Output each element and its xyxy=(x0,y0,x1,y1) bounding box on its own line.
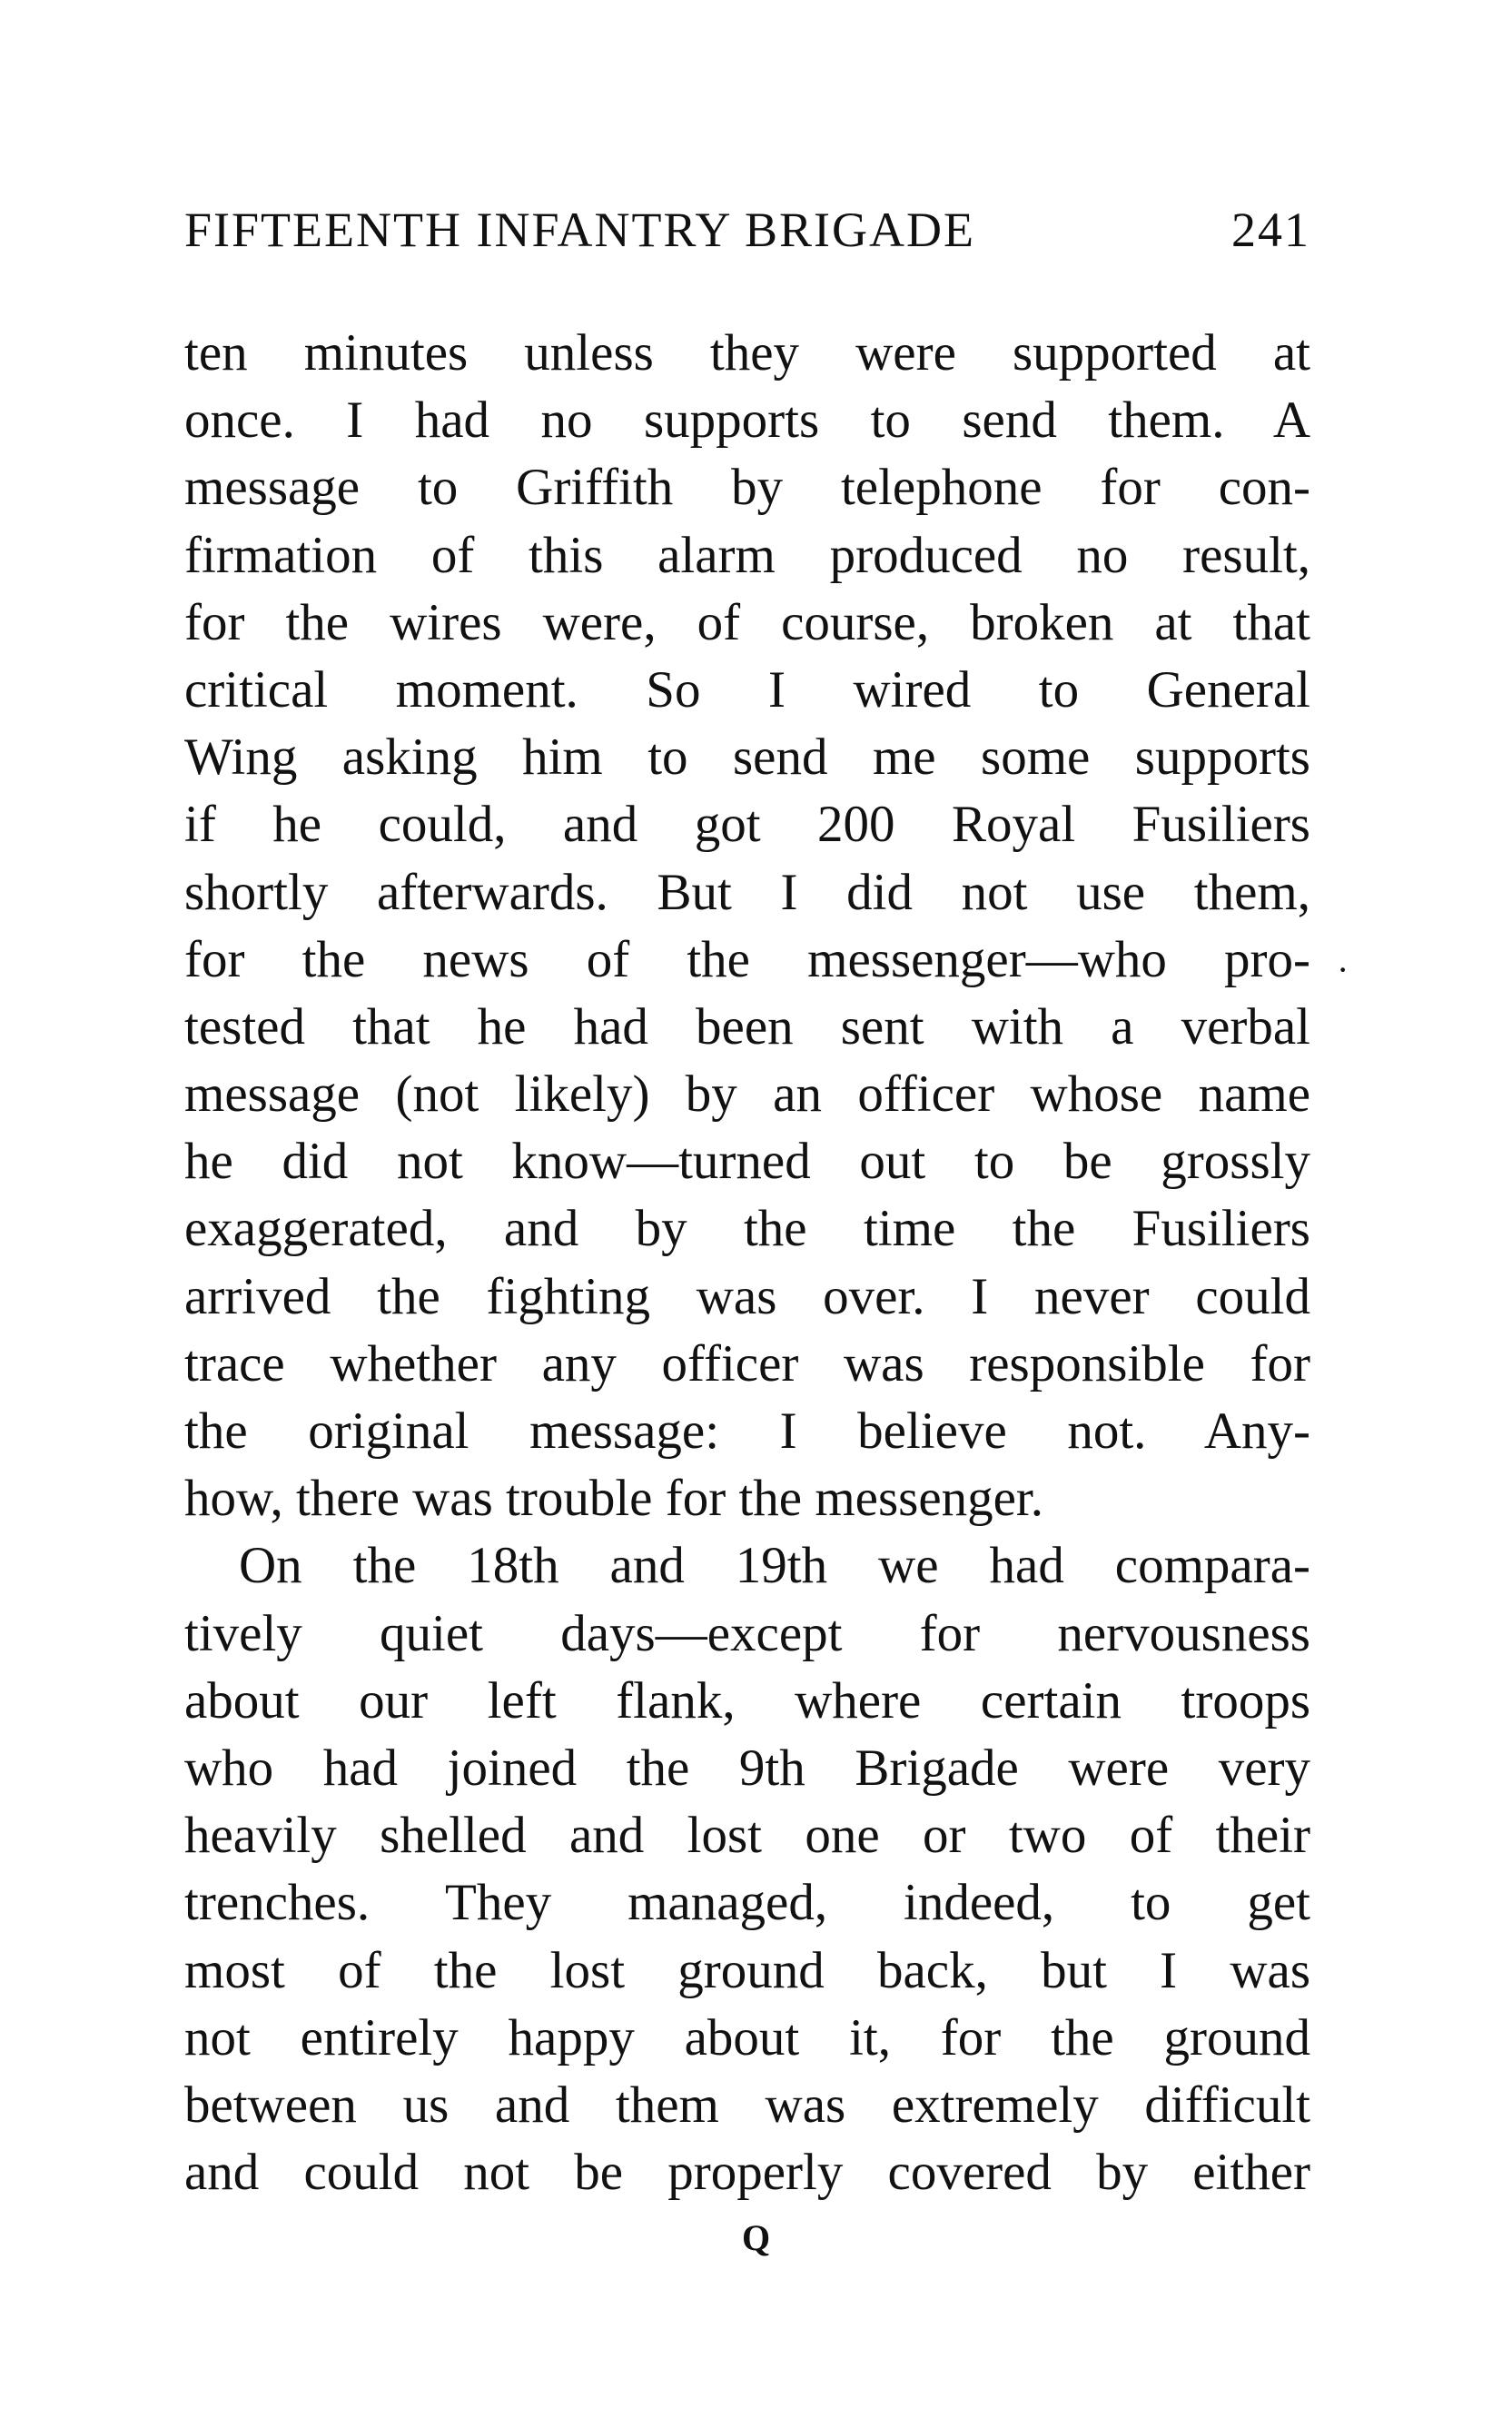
page-number: 241 xyxy=(1231,203,1310,257)
text-line: tested that he had been sent with a verbal xyxy=(184,997,1310,1055)
text-line: for the news of the messenger—who pro- xyxy=(184,930,1310,988)
paragraph-end-line: how, there was trouble for the messenger. xyxy=(184,1470,1044,1528)
body-text xyxy=(184,320,1310,2206)
running-head xyxy=(184,202,1310,274)
text-line: who had joined the 9th Brigade were very xyxy=(184,1739,1310,1797)
text-line: not entirely happy about it, for the ground xyxy=(184,2008,1310,2066)
text-line: arrived the fighting was over. I never could xyxy=(184,1267,1310,1325)
running-title: FIFTEENTH INFANTRY BRIGADE xyxy=(184,203,975,257)
margin-mark: · xyxy=(1337,949,1349,990)
text-line: trace whether any officer was responsible for xyxy=(184,1334,1310,1392)
text-line: the original message: I believe not. Any- xyxy=(184,1402,1310,1460)
text-line: if he could, and got 200 Royal Fusiliers xyxy=(184,796,1310,854)
text-line: he did not know—turned out to be grossly xyxy=(184,1133,1310,1191)
text-line: ten minutes unless they were supported at xyxy=(184,324,1310,382)
text-line: critical moment. So I wired to General xyxy=(184,660,1310,718)
text-line: most of the lost ground back, but I was xyxy=(184,1941,1310,1999)
text-line: trenches. They managed, indeed, to get xyxy=(184,1874,1310,1932)
text-line: about our left flank, where certain troops xyxy=(184,1671,1310,1729)
paragraph-start-line: On the 18th and 19th we had compara- xyxy=(239,1537,1310,1595)
text-line: exaggerated, and by the time the Fusiliers xyxy=(184,1200,1310,1258)
text-line: Wing asking him to send me some supports xyxy=(184,728,1310,787)
text-line: heavily shelled and lost one or two of their xyxy=(184,1807,1310,1865)
text-line: firmation of this alarm produced no result, xyxy=(184,526,1310,584)
text-line: for the wires were, of course, broken at that xyxy=(184,593,1310,651)
text-line: message to Griffith by telephone for con- xyxy=(184,459,1310,517)
signature-mark: Q xyxy=(741,2217,771,2258)
text-line: once. I had no supports to send them. A xyxy=(184,391,1310,450)
text-line: shortly afterwards. But I did not use them, xyxy=(184,863,1310,921)
text-line: and could not be properly covered by either xyxy=(184,2144,1310,2202)
text-line: tively quiet days—except for nervousness xyxy=(184,1604,1310,1662)
text-line: message (not likely) by an officer whose name xyxy=(184,1065,1310,1124)
text-line: between us and them was extremely difficult xyxy=(184,2076,1310,2134)
